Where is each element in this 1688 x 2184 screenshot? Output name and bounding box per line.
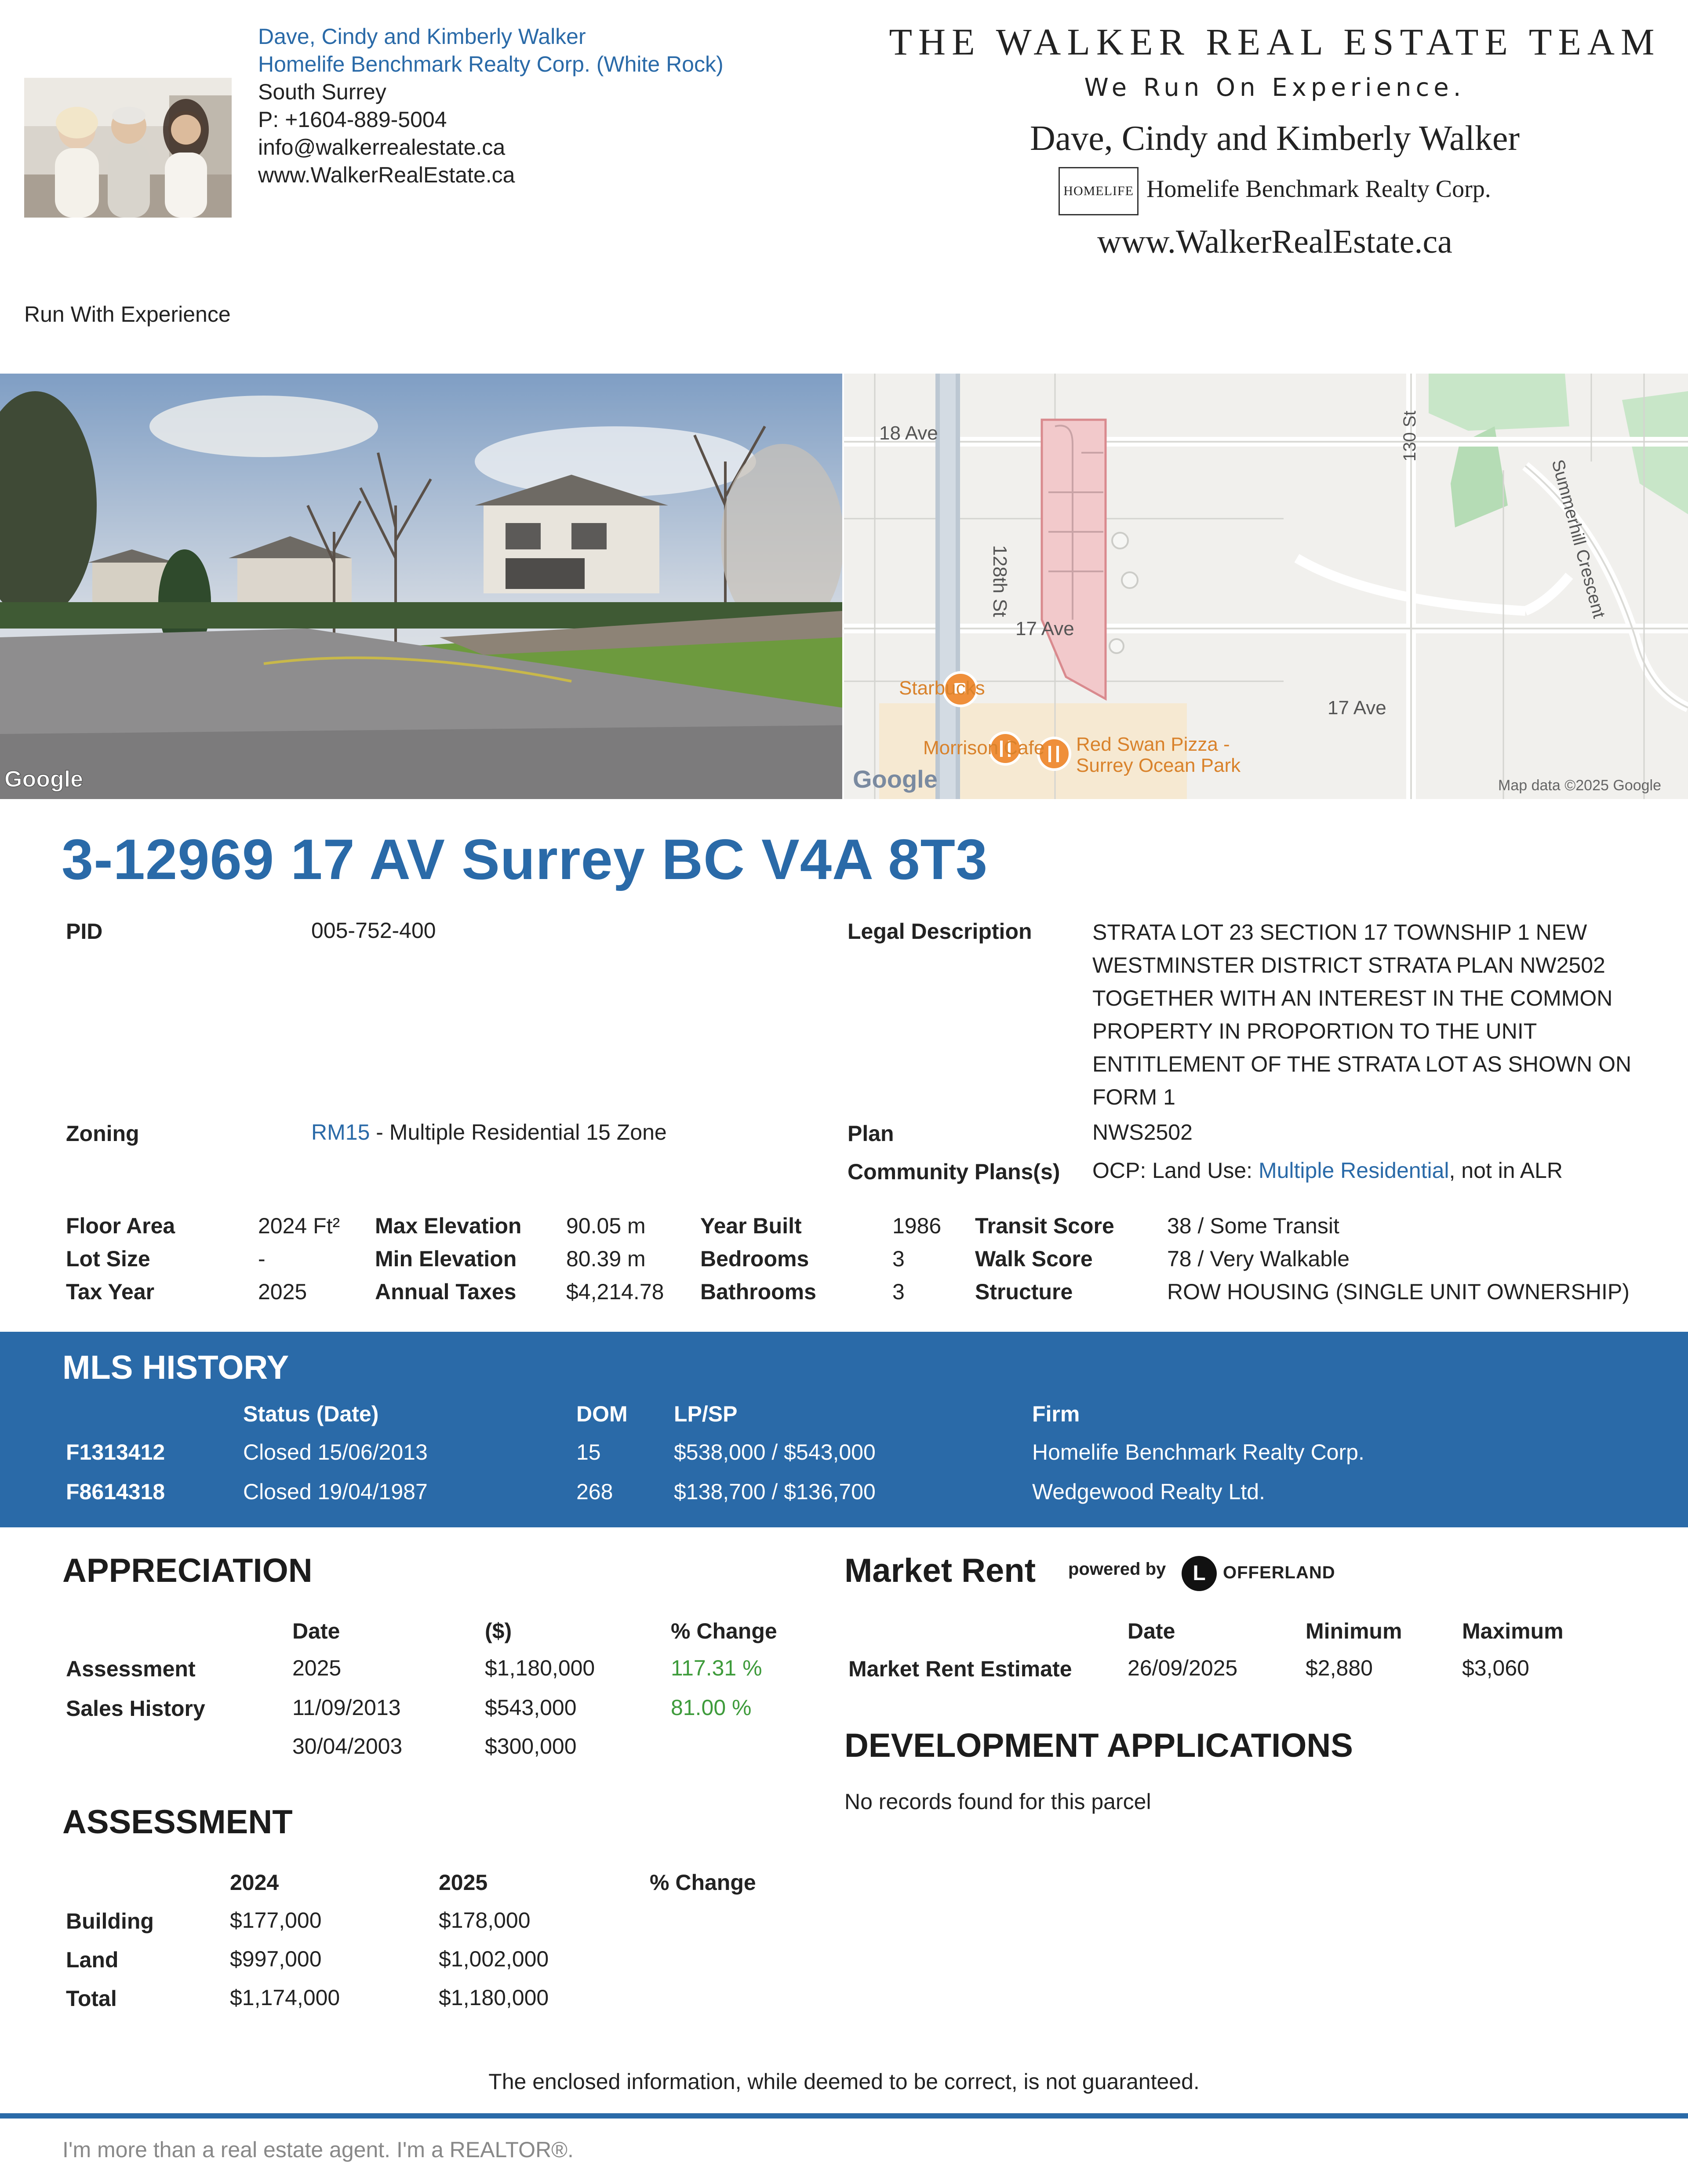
assessment-row-2024: $177,000 (230, 1908, 322, 1933)
development-note: No records found for this parcel (844, 1789, 1151, 1814)
facts-col-3-labels (700, 1210, 816, 1308)
facts-col-1-values (258, 1210, 340, 1308)
market-rent-header-date: Date (1128, 1619, 1175, 1643)
fact-value: 78 / Very Walkable (1167, 1246, 1350, 1271)
brand-logo (870, 18, 1679, 268)
fact-value: 3 (892, 1279, 905, 1304)
offerland-logo-icon: L (1182, 1556, 1217, 1591)
mls-row-firm: Wedgewood Realty Ltd. (1032, 1479, 1265, 1504)
disclaimer: The enclosed information, while deemed to be correct, is not guaranteed. (488, 2069, 1200, 2094)
property-address-title: 3-12969 17 AV Surrey BC V4A 8T3 (62, 827, 988, 891)
location-map[interactable] (844, 374, 1688, 799)
mls-history-section (0, 1332, 1688, 1527)
fact-label: Lot Size (66, 1246, 150, 1271)
fact-value: 2024 Ft² (258, 1214, 340, 1238)
mls-header-status: Status (Date) (243, 1402, 379, 1426)
agent-email[interactable]: info@walkerrealestate.ca (258, 135, 506, 160)
realtor-tagline: I'm more than a real estate agent. I'm a REALTOR®. (62, 2137, 574, 2162)
mls-row-status: Closed 15/06/2013 (243, 1440, 428, 1464)
legal-line: STRATA LOT 23 SECTION 17 TOWNSHIP 1 NEW (1092, 920, 1587, 945)
fact-value: - (258, 1246, 266, 1271)
market-rent-powered-by: powered by (1068, 1559, 1166, 1579)
market-rent-row-label: Market Rent Estimate (848, 1657, 1072, 1681)
market-rent-header-max: Maximum (1462, 1619, 1564, 1643)
brand-slogan: We Run On Experience. (1084, 73, 1466, 102)
appreciation-row-amount: $1,180,000 (485, 1656, 595, 1680)
community-plans-value (1092, 1158, 1563, 1183)
assessment-row-2025: $178,000 (439, 1908, 531, 1933)
zoning-description: - Multiple Residential 15 Zone (370, 1120, 667, 1145)
assessment-row-label: Total (66, 1986, 117, 2011)
mls-row-id[interactable]: F8614318 (66, 1479, 165, 1504)
legal-line: WESTMINSTER DISTRICT STRATA PLAN NW2502 (1092, 953, 1605, 978)
community-plans-label: Community Plans(s) (848, 1159, 1060, 1184)
map-label-morrison-cafe: Morrison Cafe (923, 737, 1045, 759)
agent-phone[interactable]: P: +1604-889-5004 (258, 107, 447, 132)
fact-label: Transit Score (975, 1214, 1114, 1238)
facts-col-3-values (892, 1210, 941, 1308)
brand-names: Dave, Cindy and Kimberly Walker (1030, 119, 1520, 158)
map-google-logo: Google (853, 765, 938, 793)
mls-header-firm: Firm (1032, 1402, 1080, 1426)
map-label-17-ave-east: 17 Ave (1328, 697, 1386, 719)
map-attribution: Map data ©2025 Google (1498, 777, 1661, 794)
assessment-heading: ASSESSMENT (62, 1803, 293, 1841)
fact-value: 90.05 m (566, 1214, 646, 1238)
agent-contact-block (258, 23, 724, 189)
assessment-header-change: % Change (650, 1870, 756, 1895)
fact-label: Floor Area (66, 1214, 175, 1238)
facts-col-4-values (1167, 1210, 1630, 1308)
appreciation-row-amount: $543,000 (485, 1695, 577, 1720)
fact-label: Bedrooms (700, 1246, 809, 1271)
fact-value: 2025 (258, 1279, 307, 1304)
map-label-18-ave: 18 Ave (879, 422, 938, 444)
map-label-starbucks: Starbucks (899, 677, 985, 699)
brand-brokerage-line (870, 167, 1679, 215)
zoning-label: Zoning (66, 1121, 139, 1146)
facts-col-2-labels (375, 1210, 521, 1308)
mls-row-status: Closed 19/04/1987 (243, 1479, 428, 1504)
mls-row-lpsp: $138,700 / $136,700 (674, 1479, 876, 1504)
legal-description-label: Legal Description (848, 919, 1032, 944)
assessment-row-2025: $1,180,000 (439, 1985, 549, 2010)
brand-website: www.WalkerRealEstate.ca (1097, 223, 1452, 261)
mls-history-heading: MLS HISTORY (62, 1349, 289, 1386)
appreciation-row-date: 30/04/2003 (292, 1734, 403, 1759)
fact-value: 80.39 m (566, 1246, 646, 1271)
mls-row-lpsp: $538,000 / $543,000 (674, 1440, 876, 1464)
brand-team-name: THE WALKER REAL ESTATE TEAM (889, 21, 1661, 63)
map-label-130-st: 130 St (1400, 411, 1419, 462)
fact-label: Tax Year (66, 1279, 155, 1304)
assessment-row-2025: $1,002,000 (439, 1947, 549, 1971)
agent-area: South Surrey (258, 80, 386, 104)
community-land-use-link[interactable]: Multiple Residential (1258, 1158, 1449, 1183)
community-suffix: , not in ALR (1449, 1158, 1563, 1183)
appreciation-heading: APPRECIATION (62, 1552, 313, 1589)
mls-row-dom: 15 (576, 1440, 601, 1464)
market-rent-row-max: $3,060 (1462, 1656, 1529, 1680)
agent-photo (24, 78, 232, 218)
plan-value: NWS2502 (1092, 1120, 1193, 1145)
fact-value: ROW HOUSING (SINGLE UNIT OWNERSHIP) (1167, 1279, 1630, 1304)
market-rent-header-min: Minimum (1306, 1619, 1402, 1643)
development-heading: DEVELOPMENT APPLICATIONS (844, 1727, 1353, 1764)
appreciation-header-amount: ($) (485, 1619, 512, 1643)
footer-divider (0, 2113, 1688, 2119)
street-view-photo (0, 374, 842, 799)
fact-value: 1986 (892, 1214, 942, 1238)
mls-row-dom: 268 (576, 1479, 613, 1504)
market-rent-heading: Market Rent (844, 1552, 1036, 1589)
agent-website[interactable]: www.WalkerRealEstate.ca (258, 163, 515, 187)
pid-label: PID (66, 919, 103, 944)
fact-label: Max Elevation (375, 1214, 522, 1238)
appreciation-header-change: % Change (671, 1619, 777, 1643)
fact-value: $4,214.78 (566, 1279, 664, 1304)
legal-line: FORM 1 (1092, 1085, 1175, 1109)
assessment-row-2024: $1,174,000 (230, 1985, 340, 2010)
mls-header-lpsp: LP/SP (674, 1402, 738, 1426)
fact-label: Structure (975, 1279, 1073, 1304)
map-label-128th-st: 128th St (989, 545, 1011, 617)
appreciation-row-change: 81.00 % (671, 1695, 752, 1720)
assessment-row-label: Land (66, 1948, 119, 1972)
fact-value: 38 / Some Transit (1167, 1214, 1339, 1238)
map-label-red-swan-pizza: Red Swan Pizza - (1076, 734, 1230, 755)
legal-line: ENTITLEMENT OF THE STRATA LOT AS SHOWN ON (1092, 1052, 1632, 1076)
market-rent-row-min: $2,880 (1306, 1656, 1373, 1680)
appreciation-row-amount: $300,000 (485, 1734, 577, 1759)
appreciation-row-label: Assessment (66, 1657, 196, 1681)
facts-col-1-labels (66, 1210, 175, 1308)
mls-row-firm: Homelife Benchmark Realty Corp. (1032, 1440, 1364, 1464)
pid-value: 005-752-400 (311, 918, 436, 943)
fact-label: Walk Score (975, 1246, 1093, 1271)
assessment-header-2024: 2024 (230, 1870, 279, 1895)
zoning-code-link[interactable]: RM15 (311, 1120, 370, 1145)
community-prefix: OCP: Land Use: (1092, 1158, 1259, 1183)
zoning-value (311, 1119, 667, 1145)
homelife-logo-icon: HOMELIFE (1059, 167, 1139, 215)
appreciation-header-date: Date (292, 1619, 340, 1643)
fact-label: Min Elevation (375, 1246, 517, 1271)
agent-brokerage: Homelife Benchmark Realty Corp. (White Rock) (258, 52, 724, 76)
street-google-credit: Google (4, 767, 84, 792)
assessment-row-label: Building (66, 1909, 154, 1933)
plan-label: Plan (848, 1121, 894, 1146)
agent-names: Dave, Cindy and Kimberly Walker (258, 24, 586, 49)
mls-header-dom: DOM (576, 1402, 628, 1426)
appreciation-row-change: 117.31 % (671, 1656, 762, 1680)
mls-row-id[interactable]: F1313412 (66, 1440, 165, 1464)
offerland-provider: OFFERLAND (1223, 1563, 1335, 1582)
map-label-17-ave: 17 Ave (1015, 618, 1074, 640)
legal-line: PROPERTY IN PROPORTION TO THE UNIT (1092, 1019, 1537, 1043)
legal-description-value (1092, 916, 1664, 1114)
market-rent-row-date: 26/09/2025 (1128, 1656, 1238, 1680)
fact-label: Annual Taxes (375, 1279, 517, 1304)
brand-brokerage: Homelife Benchmark Realty Corp. (1146, 175, 1491, 203)
fact-label: Year Built (700, 1214, 802, 1238)
facts-col-4-labels (975, 1210, 1114, 1308)
legal-line: TOGETHER WITH AN INTEREST IN THE COMMON (1092, 986, 1613, 1010)
fact-label: Bathrooms (700, 1279, 816, 1304)
appreciation-row-date: 11/09/2013 (292, 1695, 401, 1720)
appreciation-row-label: Sales History (66, 1696, 205, 1721)
facts-col-2-values (566, 1210, 664, 1308)
assessment-header-2025: 2025 (439, 1870, 488, 1895)
map-label-summerhill-crescent: Summerhill Crescent (1548, 457, 1609, 620)
map-label-surrey-ocean-park: Surrey Ocean Park (1076, 755, 1241, 776)
fact-value: 3 (892, 1246, 905, 1271)
appreciation-row-date: 2025 (292, 1656, 342, 1680)
assessment-row-2024: $997,000 (230, 1947, 322, 1971)
agent-tagline: Run With Experience (24, 302, 231, 327)
